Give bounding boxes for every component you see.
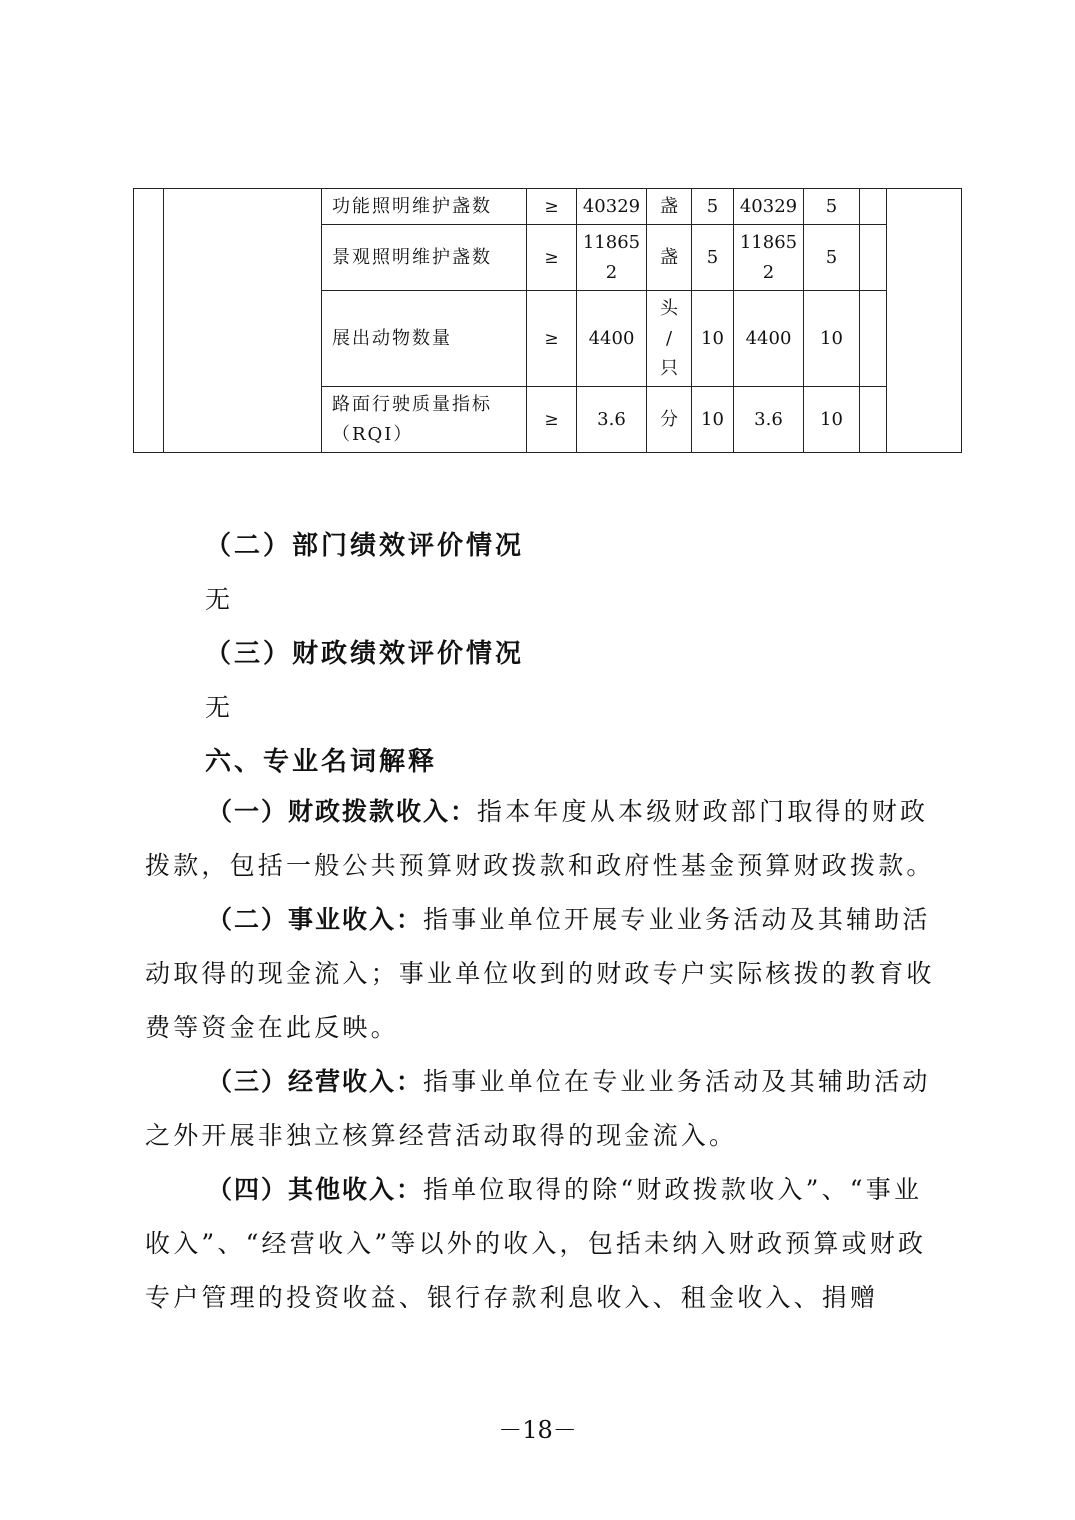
glossary-text: 指事业单位在专业业务活动及其辅助活动之外开展非独立核算经营活动取得的现金流入。: [145, 1067, 931, 1150]
indicator-name: 景观照明维护盏数: [322, 225, 527, 291]
glossary-item: [145, 1163, 945, 1325]
indicator-score: 5: [692, 189, 734, 225]
indicator-unit: 盏: [647, 189, 692, 225]
indicator-target: 3.6: [577, 387, 647, 453]
table-row: [134, 189, 962, 225]
indicator-operator: ≥: [527, 189, 577, 225]
glossary-text: 指事业单位开展专业业务活动及其辅助活动取得的现金流入；事业单位收到的财政专户实际核拨的教育收费等资金在此反映。: [145, 905, 935, 1042]
indicator-target: 4400: [577, 291, 647, 387]
indicator-operator: ≥: [527, 225, 577, 291]
indicator-score: 10: [692, 291, 734, 387]
glossary-term: （四）其他收入：: [207, 1175, 424, 1204]
table-cell-blank: [860, 189, 887, 225]
fin-eval-body: 无: [205, 693, 231, 722]
indicator-target: 11865 2: [577, 225, 647, 291]
indicator-operator: ≥: [527, 387, 577, 453]
glossary-text: 指本年度从本级财政部门取得的财政拨款，包括一般公共预算财政拨款和政府性基金预算财政拨款。: [145, 797, 935, 880]
indicator-actual: 4400: [734, 291, 804, 387]
glossary-text: 指单位取得的除“财政拨款收入”、“事业收入”、“经营收入”等以外的收入，包括未纳入财政预算或财政专户管理的投资收益、银行存款利息收入、租金收入、捐赠: [145, 1175, 927, 1312]
performance-indicator-table: [133, 188, 962, 453]
indicator-score: 5: [692, 225, 734, 291]
indicator-operator: ≥: [527, 291, 577, 387]
indicator-actual: 40329: [734, 189, 804, 225]
dept-eval-heading: （二）部门绩效评价情况: [205, 531, 525, 561]
indicator-name: 功能照明维护盏数: [322, 189, 527, 225]
indicator-got-score: 5: [804, 189, 860, 225]
indicator-got-score: 10: [804, 387, 860, 453]
table-cell-blank: [860, 291, 887, 387]
glossary-term: （一）财政拨款收入：: [207, 797, 478, 826]
fin-eval-heading: （三）财政绩效评价情况: [205, 639, 525, 669]
indicator-target: 40329: [577, 189, 647, 225]
indicator-got-score: 10: [804, 291, 860, 387]
glossary-term: （三）经营收入：: [207, 1067, 424, 1096]
page-number: －18－: [498, 1416, 577, 1444]
indicator-score: 10: [692, 387, 734, 453]
table-cell-blank: [887, 189, 962, 453]
table-cell-blank: [164, 189, 322, 453]
table-cell-blank: [860, 225, 887, 291]
glossary-item: [145, 785, 945, 893]
indicator-unit: 盏: [647, 225, 692, 291]
indicator-unit: 分: [647, 387, 692, 453]
indicator-actual: 3.6: [734, 387, 804, 453]
glossary-item: [145, 1055, 945, 1163]
indicator-got-score: 5: [804, 225, 860, 291]
table-cell-blank: [134, 189, 164, 453]
glossary-heading: 六、专业名词解释: [205, 747, 438, 777]
dept-eval-body: 无: [205, 585, 231, 614]
indicator-name: 路面行驶质量指标（RQI）: [322, 387, 527, 453]
indicator-name: 展出动物数量: [322, 291, 527, 387]
glossary-item: [145, 893, 945, 1055]
glossary-term: （二）事业收入：: [207, 905, 424, 934]
table-cell-blank: [860, 387, 887, 453]
indicator-actual: 11865 2: [734, 225, 804, 291]
indicator-unit: 头 / 只: [647, 291, 692, 387]
